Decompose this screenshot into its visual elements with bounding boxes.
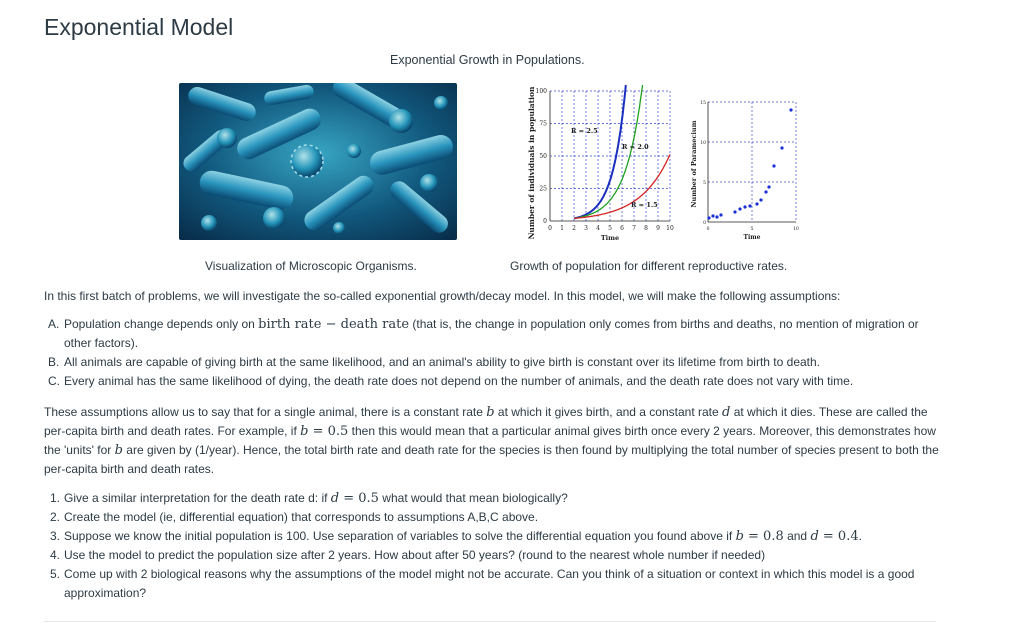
list-marker: 5.: [50, 567, 61, 581]
graph1-xtick: 1: [560, 225, 564, 232]
data-point: [755, 202, 758, 205]
assumption-c-text: Every animal has the same likelihood of dying, the death rate does not depend on the number of animals, and the death rate does not vary with time.: [64, 374, 854, 388]
assumption-b-text: All animals are capable of giving birth at the same likelihood, and an animal's ability to give birth is constant over its lifetime from birth to death.: [64, 355, 821, 369]
math-b: b: [486, 405, 495, 420]
page-title: Exponential Model: [44, 14, 234, 40]
math-eq: = 0.8: [743, 529, 784, 544]
math-d: d: [330, 491, 340, 506]
graph2-xlabel: Time: [743, 234, 761, 241]
list-marker: A.: [48, 317, 60, 331]
assumption-b: [44, 353, 924, 371]
paramecium-chart: [690, 94, 802, 244]
data-point: [772, 164, 775, 167]
assumptions-list: [44, 315, 924, 391]
graph2-xtick: 10: [793, 227, 799, 232]
rates-paragraph: [44, 403, 939, 479]
question-item: [44, 508, 934, 527]
data-point: [715, 215, 718, 218]
list-marker: 2.: [50, 510, 61, 524]
graph2-ytick: 0: [703, 221, 706, 226]
math-eq: = 0.5: [339, 491, 379, 506]
data-point: [707, 216, 710, 219]
growth-chart-caption: Growth of population for different reproductive rates.: [510, 259, 788, 273]
math-eq: = 0.4: [818, 529, 859, 544]
para-text: are given by (1/year). Hence, the total birth rate and death rate for the species is then found by multiplying the total number of species present to both the per-capita birth and death rates.: [44, 443, 939, 476]
graph1-xtick: 4: [596, 225, 600, 232]
assumption-a-text-end: (that is, the change in population only comes from births and deaths, no mention of migration or other factors).: [64, 317, 919, 350]
graph1-ytick: 25: [539, 185, 547, 193]
microorganisms-illustration: [179, 83, 457, 240]
graph1-xlabel: Time: [600, 234, 620, 242]
graph1-ytick: 75: [539, 120, 547, 128]
data-point: [711, 214, 714, 217]
para-text: then this would mean that a particular animal gives birth once every 2 years. Moreover, this demonstrates how the 'units' for: [44, 424, 936, 457]
questions-list: [44, 489, 934, 603]
growth-curves-svg: [525, 83, 675, 248]
graph1-ytick: 0: [543, 218, 547, 225]
data-point: [738, 207, 741, 210]
graph2-ylabel: Number of Paramecium: [690, 120, 698, 208]
question-text: Suppose we know the initial population is 100. Use separation of variables to solve the differential equation you found above if: [64, 529, 736, 543]
data-point: [764, 190, 767, 193]
graph1-xtick: 8: [644, 225, 648, 232]
graph1-xtick: 2: [572, 225, 576, 232]
graph2-ytick: 5: [703, 181, 706, 186]
math-birth-rate: birth rate: [258, 317, 322, 332]
list-marker: B.: [48, 355, 60, 369]
data-point: [748, 204, 751, 207]
question-text: Come up with 2 biological reasons why the assumptions of the model might not be accurate. Can you think of a situation or context in which this model is a good approximation?: [64, 567, 915, 600]
data-point: [743, 205, 746, 208]
question-text: what would that mean biologically?: [378, 491, 568, 505]
growth-curves-chart: [525, 83, 675, 248]
question-item: [44, 565, 934, 603]
microorganisms-image: [179, 83, 457, 240]
para-text: These assumptions allow us to say that for a single animal, there is a constant rate: [44, 405, 487, 419]
data-point: [733, 210, 736, 213]
graph1-xtick: 5: [608, 225, 612, 232]
question-text: and: [783, 529, 811, 543]
data-point: [767, 185, 770, 188]
list-marker: 4.: [50, 548, 61, 562]
math-b: b: [735, 529, 744, 544]
paramecium-svg: [690, 94, 802, 244]
math-eq: = 0.5: [308, 424, 349, 439]
graph1-xtick: 6: [620, 225, 624, 232]
graph1-xtick: 3: [584, 225, 588, 232]
series-label-r20: R = 2.0: [622, 143, 649, 151]
graph1-xtick: 10: [666, 225, 674, 232]
graph2-ytick: 10: [700, 141, 706, 146]
list-marker: C.: [48, 374, 60, 388]
question-item: [44, 546, 934, 565]
question-text: Create the model (ie, differential equation) that corresponds to assumptions A,B,C above.: [64, 510, 539, 524]
para-text: at which it gives birth, and a constant rate: [494, 405, 723, 419]
graph2-xtick: 5: [750, 227, 754, 232]
graph1-xtick: 9: [656, 225, 660, 232]
question-text: .: [858, 529, 862, 543]
para-text: at which it dies. These are called the per-capita birth and death rates. For example, if: [44, 405, 928, 438]
math-d: d: [722, 405, 731, 420]
graph1-ytick: 100: [535, 88, 547, 95]
graph2-ytick: 15: [700, 101, 706, 106]
series-label-r25: R = 2.5: [571, 127, 598, 135]
assumption-c: [44, 372, 924, 390]
assumption-a-text: Population change depends only on: [64, 317, 259, 331]
list-marker: 1.: [50, 491, 61, 505]
question-text: Use the model to predict the population size after 2 years. How about after 50 years? (round to the nearest whole number if needed): [64, 548, 766, 562]
question-text: Give a similar interpretation for the death rate d: if: [64, 491, 331, 505]
list-marker: 3.: [50, 529, 61, 543]
math-d: d: [810, 529, 819, 544]
series-label-r15: R = 1.5: [631, 201, 658, 209]
figure-subtitle: Exponential Growth in Populations.: [390, 53, 585, 67]
math-death-rate: death rate: [340, 317, 410, 332]
data-point: [759, 198, 762, 201]
question-item: [44, 527, 934, 546]
graph1-xtick: 0: [548, 225, 552, 232]
bottom-divider: [44, 621, 936, 622]
microorganisms-caption: Visualization of Microscopic Organisms.: [205, 259, 417, 273]
graph1-xtick: 7: [632, 225, 636, 232]
data-point: [719, 213, 722, 216]
graph1-ylabel: Number of individuals in population: [527, 86, 536, 240]
question-item: [44, 489, 934, 508]
graph2-xtick: 0: [706, 227, 710, 232]
math-b: b: [300, 424, 309, 439]
assumption-a: [44, 315, 924, 352]
intro-paragraph: In this first batch of problems, we will investigate the so-called exponential growth/decay model. In this model, we will make the following assumptions:: [44, 289, 841, 303]
data-point: [789, 108, 792, 111]
data-point: [780, 146, 783, 149]
graph1-ytick: 50: [539, 153, 547, 160]
math-minus: −: [321, 317, 341, 332]
math-b: b: [114, 443, 123, 458]
